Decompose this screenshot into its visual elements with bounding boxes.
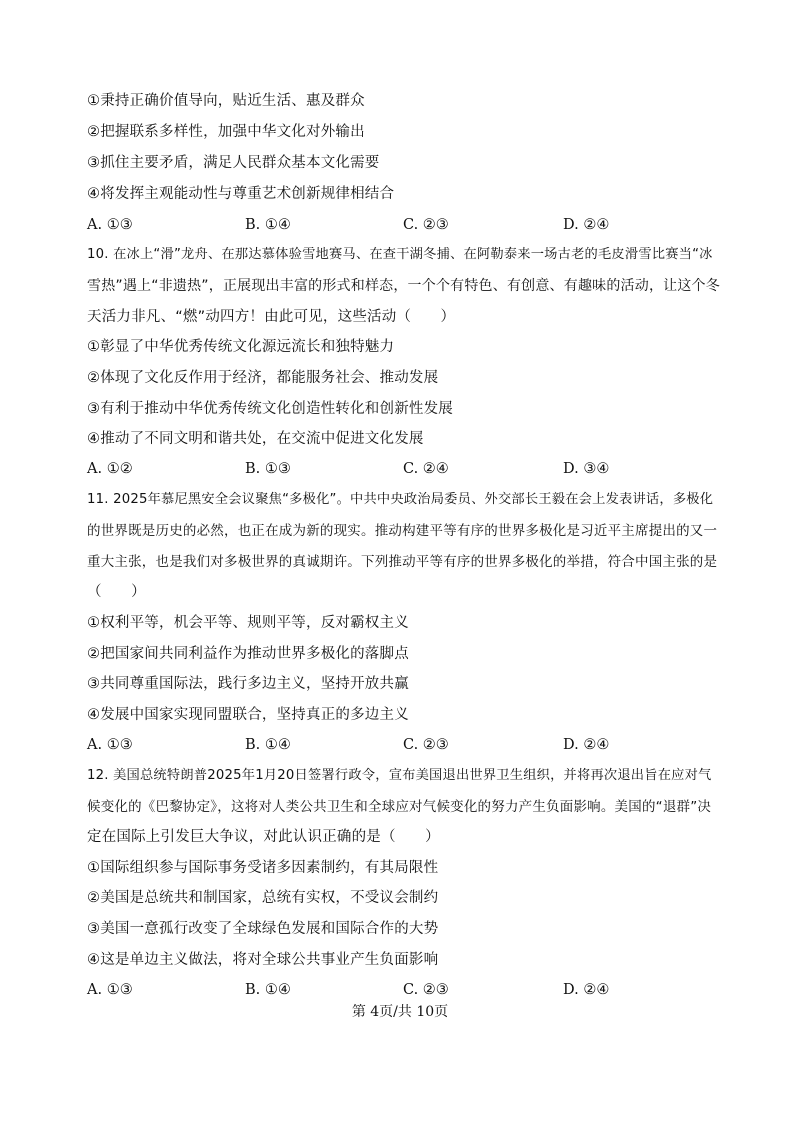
q12-statement-4: ④这是单边主义做法，将对全球公共事业产生负面影响 (87, 952, 439, 968)
q10-option-c: C. ②④ (403, 461, 449, 477)
q9-statement-2: ②把握联系多样性，加强中华文化对外输出 (87, 124, 365, 140)
q11-option-d: D. ②④ (563, 737, 610, 753)
page-number-footer: 第 4页/共 10页 (351, 1004, 449, 1020)
q11-statement-1: ①权利平等，机会平等、规则平等，反对霸权主义 (87, 615, 409, 631)
q11-options (87, 735, 727, 755)
q12-stem-line-2: 候变化的《巴黎协定》，这将对人类公共卫生和全球应对气候变化的努力产生负面影响。美国的“退群”决 (87, 799, 712, 815)
q9-option-b: B. ①④ (245, 217, 291, 233)
q10-stem-line-2: 雪热”遇上“非遗热”，正展现出丰富的形式和样态，一个个有特色、有创意、有趣味的活动，让这个冬 (87, 278, 720, 294)
q11-stem-line-1: 11. 2025年慕尼黑安全会议聚焦“多极化”。中共中央政治局委员、外交部长王毅在会上发表讲话，多极化 (87, 492, 714, 507)
q10-stem-line-1: 10. 在冰上“滑”龙舟、在那达慕体验雪地赛马、在查干湖冬捕、在阿勒泰来一场古老的毛皮滑雪比赛当“冰 (87, 247, 713, 262)
q11-stem-line-3: 重大主张，也是我们对多极世界的真诚期许。下列推动平等有序的世界多极化的举措，符合中国主张的是 (87, 554, 718, 570)
q12-stem-line-1: 12. 美国总统特朗普2025年1月20日签署行政令，宣布美国退出世界卫生组织，并将再次退出旨在应对气 (87, 768, 712, 783)
q12-statement-1: ①国际组织参与国际事务受诸多因素制约，有其局限性 (87, 860, 439, 876)
q10-stem-line-3: 天活力非凡、“燃”动四方！由此可见，这些活动（ ） (87, 309, 456, 325)
q9-options (87, 215, 727, 235)
q9-statement-3: ③抓住主要矛盾，满足人民群众基本文化需要 (87, 155, 380, 171)
q9-option-a: A. ①③ (87, 217, 133, 233)
q10-option-a: A. ①② (87, 461, 133, 477)
q10-option-d: D. ③④ (563, 461, 610, 477)
q9-option-c: C. ②③ (403, 217, 449, 233)
q12-stem-line-3: 定在国际上引发巨大争议，对此认识正确的是（ ） (87, 829, 440, 845)
q12-option-d: D. ②④ (563, 982, 610, 998)
q10-statement-4: ④推动了不同文明和谐共处，在交流中促进文化发展 (87, 431, 424, 447)
q11-statement-2: ②把国家间共同利益作为推动世界多极化的落脚点 (87, 646, 409, 662)
q11-statement-3: ③共同尊重国际法，践行多边主义，坚持开放共赢 (87, 676, 409, 692)
q12-option-b: B. ①④ (245, 982, 291, 998)
q10-options (87, 459, 727, 479)
q11-statement-4: ④发展中国家实现同盟联合，坚持真正的多边主义 (87, 707, 409, 723)
q9-statement-4: ④将发挥主观能动性与尊重艺术创新规律相结合 (87, 186, 395, 202)
q11-stem-line-2: 的世界既是历史的必然，也正在成为新的现实。推动构建平等有序的世界多极化是习近平主席提出的又一 (87, 523, 718, 539)
q12-options (87, 980, 727, 1000)
q10-statement-2: ②体现了文化反作用于经济，都能服务社会、推动发展 (87, 370, 439, 386)
q10-statement-1: ①彰显了中华优秀传统文化源远流长和独特魅力 (87, 339, 395, 355)
q9-statement-1: ①秉持正确价值导向，贴近生活、惠及群众 (87, 93, 365, 109)
q12-option-c: C. ②③ (403, 982, 449, 998)
q11-option-b: B. ①④ (245, 737, 291, 753)
q12-option-a: A. ①③ (87, 982, 133, 998)
q12-statement-3: ③美国一意孤行改变了全球绿色发展和国际合作的大势 (87, 921, 439, 937)
q11-stem-line-4: （ ） (87, 584, 146, 600)
q10-statement-3: ③有利于推动中华优秀传统文化创造性转化和创新性发展 (87, 401, 453, 417)
q11-option-c: C. ②③ (403, 737, 449, 753)
q10-option-b: B. ①③ (245, 461, 291, 477)
q11-option-a: A. ①③ (87, 737, 133, 753)
q9-option-d: D. ②④ (563, 217, 610, 233)
q12-statement-2: ②美国是总统共和制国家，总统有实权，不受议会制约 (87, 890, 439, 906)
